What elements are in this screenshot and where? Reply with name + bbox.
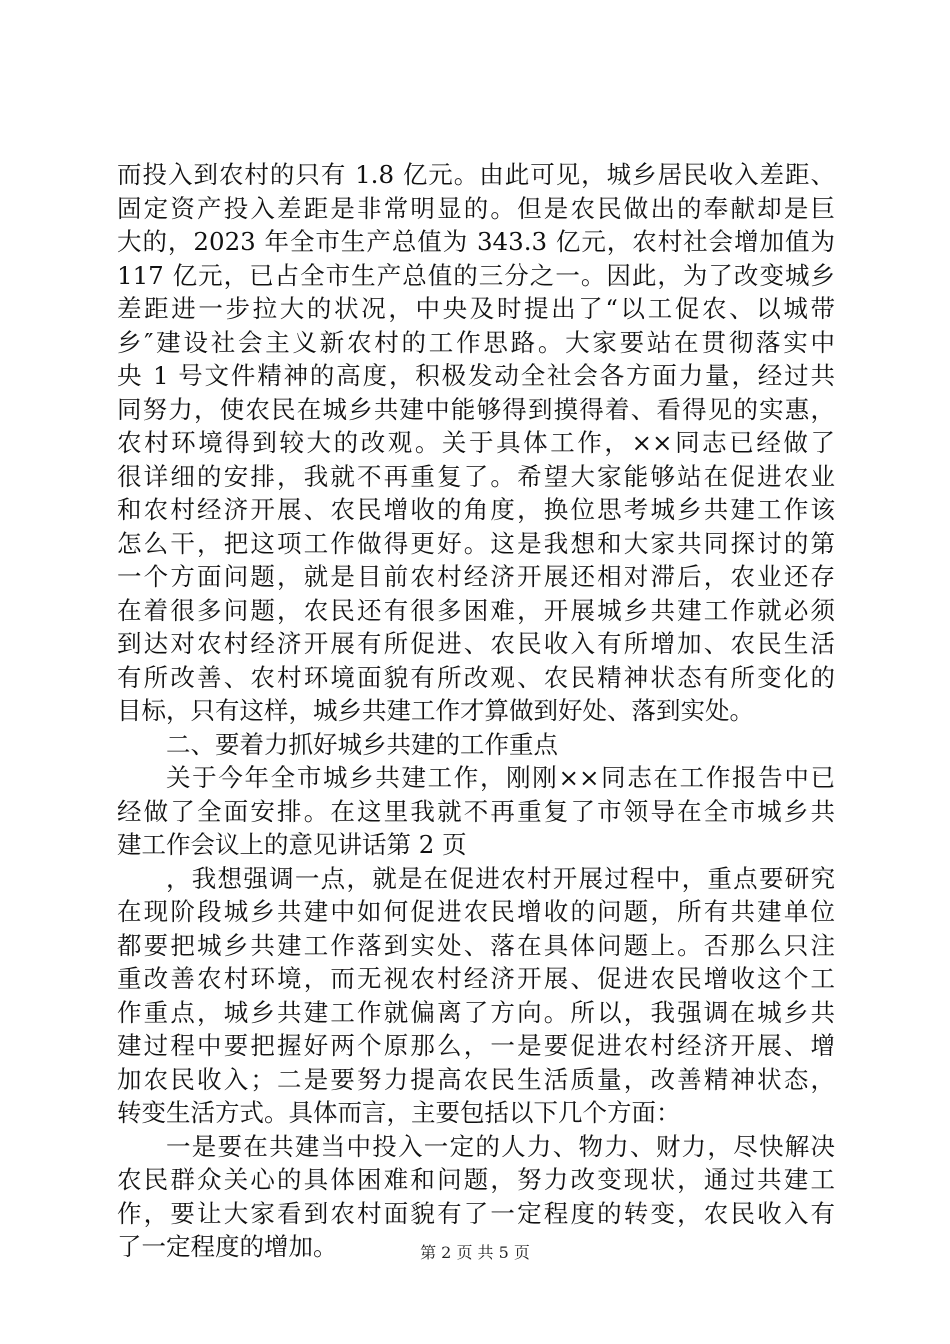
text-line: 而投入到农村的只有 1.8 亿元。由此可见，城乡居民收入差距、 <box>117 160 835 189</box>
text-line: ，我想强调一点，就是在促进农村开展过程中，重点要研究 <box>166 863 835 893</box>
text-line: 同努力，使农民在城乡共建中能够得到摸得着、看得见的实惠， <box>117 394 835 424</box>
text-line: 都要把城乡共建工作落到实处、落在具体问题上。否那么只注 <box>117 930 835 960</box>
text-line: 在着很多问题，农民还有很多困难，开展城乡共建工作就必须 <box>117 595 835 625</box>
text-line: 一个方面问题，就是目前农村经济开展还相对滞后，农业还存 <box>117 562 835 591</box>
text-line: 117 亿元，已占全市生产总值的三分之一。因此，为了改变城乡 <box>117 260 835 290</box>
text-line: 建工作会议上的意见讲话第 2 页 <box>117 830 467 859</box>
section-heading: 二、要着力抓好城乡共建的工作重点 <box>166 729 558 759</box>
text-line: 作，要让大家看到农村面貌有了一定程度的转变，农民收入有 <box>117 1198 835 1228</box>
text-line: 加农民收入；二是要努力提高农民生活质量，改善精神状态， <box>117 1064 835 1094</box>
text-line: 作重点，城乡共建工作就偏离了方向。所以，我强调在城乡共 <box>117 997 835 1027</box>
text-line: 一是要在共建当中投入一定的人力、物力、财力，尽快解决 <box>166 1131 835 1161</box>
text-line: 大的，2023 年全市生产总值为 343.3 亿元，农村社会增加值为 <box>117 227 835 256</box>
text-line: 央 1 号文件精神的高度，积极发动全社会各方面力量，经过共 <box>117 361 835 390</box>
text-line: 很详细的安排，我就不再重复了。希望大家能够站在促进农业 <box>117 461 835 491</box>
text-line: 了一定程度的增加。 <box>117 1232 338 1261</box>
text-line: 建过程中要把握好两个原那么，一是要促进农村经济开展、增 <box>117 1031 835 1060</box>
text-line: 固定资产投入差距是非常明显的。但是农民做出的奉献却是巨 <box>117 193 835 223</box>
text-line: 关于今年全市城乡共建工作，刚刚××同志在工作报告中已 <box>166 763 835 792</box>
text-line: 怎么干，把这项工作做得更好。这是我想和大家共同探讨的第 <box>117 528 835 558</box>
text-line: 乡″建设社会主义新农村的工作思路。大家要站在贯彻落实中 <box>117 327 835 357</box>
page-number-footer: 第 2 页 共 5 页 <box>420 1243 530 1262</box>
text-line: 差距进一步拉大的状况，中央及时提出了“以工促农、以城带 <box>117 294 835 323</box>
text-line: 重改善农村环境，而无视农村经济开展、促进农民增收这个工 <box>117 964 835 993</box>
text-line: 和农村经济开展、农民增收的角度，换位思考城乡共建工作该 <box>117 495 835 524</box>
text-line: 经做了全面安排。在这里我就不再重复了市领导在全市城乡共 <box>117 796 835 826</box>
text-line: 目标，只有这样，城乡共建工作才算做到好处、落到实处。 <box>117 696 754 725</box>
text-line: 农民群众关心的具体困难和问题，努力改变现状，通过共建工 <box>117 1165 835 1194</box>
text-line: 转变生活方式。具体而言，主要包括以下几个方面： <box>117 1098 681 1127</box>
text-line: 到达对农村经济开展有所促进、农民收入有所增加、农民生活 <box>117 629 835 658</box>
text-line: 在现阶段城乡共建中如何促进农民增收的问题，所有共建单位 <box>117 897 835 926</box>
text-line: 农村环境得到较大的改观。关于具体工作，××同志已经做了 <box>117 428 835 457</box>
body-text <box>117 158 835 1264</box>
text-line: 有所改善、农村环境面貌有所改观、农民精神状态有所变化的 <box>117 662 835 692</box>
